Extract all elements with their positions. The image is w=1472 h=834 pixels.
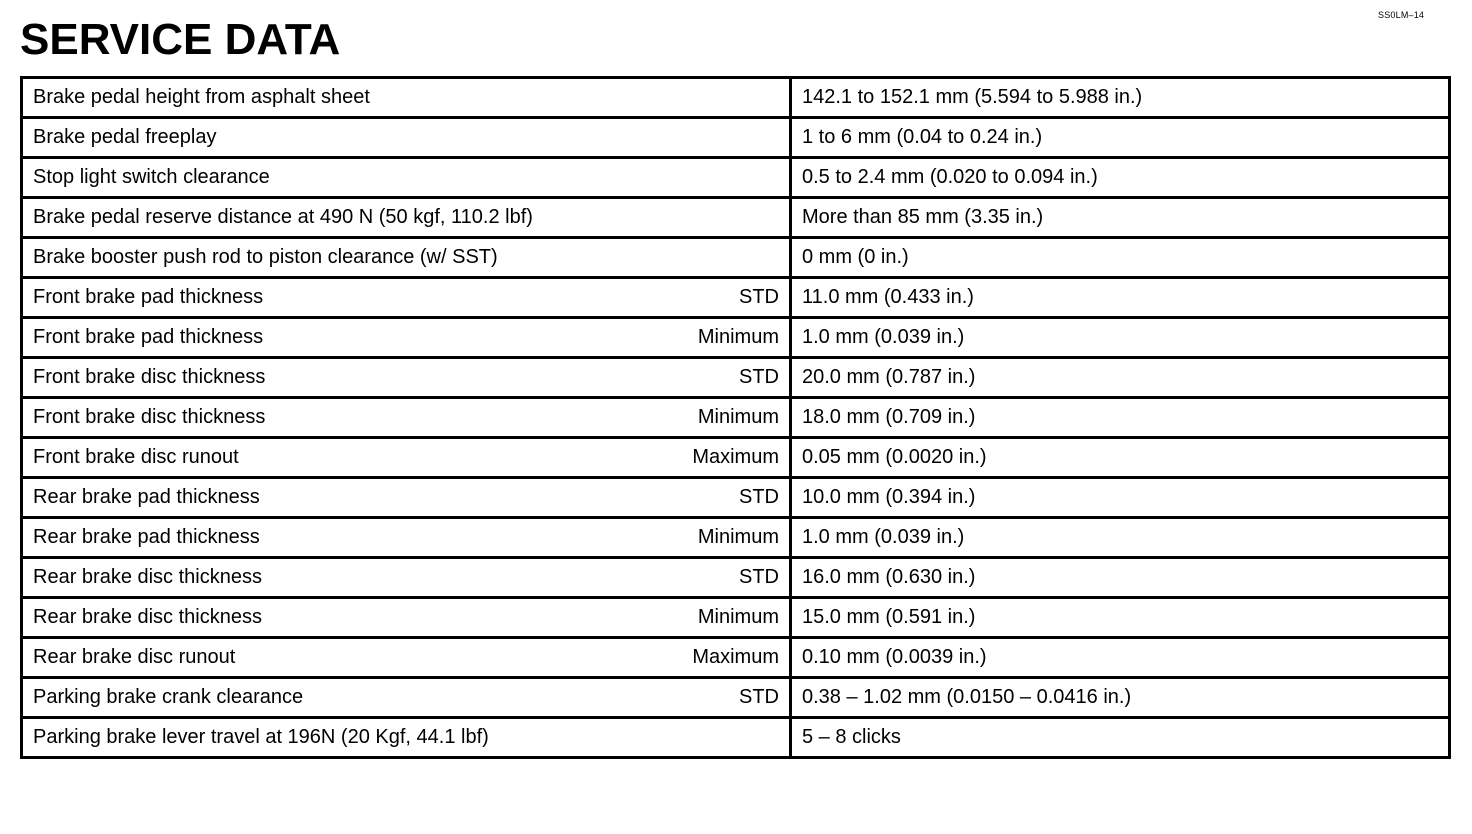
spec-item-content [23, 686, 789, 709]
page-code: SS0LM–14 [1378, 10, 1425, 20]
spec-item-content [23, 246, 789, 269]
table-row [22, 638, 1450, 678]
spec-item-cell [22, 78, 791, 118]
spec-value: More than 85 mm (3.35 in.) [791, 198, 1450, 238]
spec-value: 16.0 mm (0.630 in.) [791, 558, 1450, 598]
spec-item-content [23, 646, 789, 669]
spec-qualifier: Minimum [697, 326, 779, 348]
spec-item-label: Rear brake disc thickness [33, 566, 262, 588]
spec-item-content [23, 606, 789, 629]
table-row [22, 598, 1450, 638]
spec-item-content [23, 166, 789, 189]
spec-qualifier: Maximum [692, 446, 779, 468]
spec-value: 0 mm (0 in.) [791, 238, 1450, 278]
spec-item-label: Rear brake pad thickness [33, 526, 260, 548]
spec-item-cell [22, 318, 791, 358]
spec-item-cell [22, 638, 791, 678]
spec-item-label: Brake pedal reserve distance at 490 N (50 kgf, 110.2 lbf) [33, 206, 533, 228]
spec-item-cell [22, 158, 791, 198]
spec-value: 11.0 mm (0.433 in.) [791, 278, 1450, 318]
spec-value: 5 – 8 clicks [791, 718, 1450, 758]
spec-value: 0.5 to 2.4 mm (0.020 to 0.094 in.) [791, 158, 1450, 198]
spec-value: 142.1 to 152.1 mm (5.594 to 5.988 in.) [802, 86, 1143, 108]
spec-item-content [23, 286, 789, 309]
table-row [22, 278, 1450, 318]
spec-item-label: Rear brake pad thickness [33, 486, 260, 508]
spec-item-content [23, 366, 789, 389]
spec-item-label: Rear brake disc runout [33, 646, 236, 668]
spec-item-cell [22, 358, 791, 398]
table-row [22, 478, 1450, 518]
spec-item-label: Front brake pad thickness [33, 326, 264, 348]
spec-item-label: Front brake disc thickness [33, 406, 266, 428]
spec-value: 1.0 mm (0.039 in.) [791, 518, 1450, 558]
spec-item-label: Brake pedal freeplay [33, 126, 217, 148]
spec-item-content [23, 566, 789, 589]
spec-item-label: Parking brake crank clearance [33, 686, 304, 708]
spec-item-cell [22, 598, 791, 638]
spec-value: 15.0 mm (0.591 in.) [791, 598, 1450, 638]
table-row [22, 398, 1450, 438]
spec-item-cell [22, 518, 791, 558]
spec-item-cell [22, 478, 791, 518]
spec-qualifier: STD [739, 286, 779, 308]
spec-qualifier: STD [739, 566, 779, 588]
spec-item-content [23, 86, 789, 109]
spec-item-label: Front brake pad thickness [33, 286, 264, 308]
spec-value: 1.0 mm (0.039 in.) [791, 318, 1450, 358]
spec-item-content [23, 526, 789, 549]
spec-item-content [23, 486, 789, 509]
spec-item-label: Brake pedal height from asphalt sheet [33, 86, 370, 108]
spec-item-cell [22, 398, 791, 438]
spec-qualifier: Minimum [697, 526, 779, 548]
table-row [22, 78, 1450, 118]
spec-item-cell [22, 558, 791, 598]
spec-item-cell [22, 198, 791, 238]
spec-item-label: Brake booster push rod to piston clearance (w/ SST) [33, 246, 498, 268]
spec-qualifier: Maximum [692, 646, 779, 668]
spec-item-cell [22, 678, 791, 718]
table-row [22, 678, 1450, 718]
service-data-table-body [22, 78, 1450, 758]
spec-item-label: Rear brake disc thickness [33, 606, 262, 628]
spec-item-content [23, 206, 789, 229]
spec-item-label: Stop light switch clearance [33, 166, 270, 188]
table-row [22, 238, 1450, 278]
table-row [22, 438, 1450, 478]
spec-item-content [23, 406, 789, 429]
spec-qualifier: Minimum [697, 406, 779, 428]
spec-item-content [23, 446, 789, 469]
spec-qualifier: STD [739, 486, 779, 508]
spec-item-cell [22, 118, 791, 158]
table-row [22, 518, 1450, 558]
table-row [22, 718, 1450, 758]
table-row [22, 118, 1450, 158]
spec-item-cell [22, 718, 791, 758]
spec-item-content [23, 326, 789, 349]
spec-item-label: Front brake disc runout [33, 446, 239, 468]
table-row [22, 318, 1450, 358]
spec-item-cell [22, 278, 791, 318]
spec-item-label: Front brake disc thickness [33, 366, 266, 388]
table-row [22, 558, 1450, 598]
spec-value: 18.0 mm (0.709 in.) [791, 398, 1450, 438]
spec-value: 0.38 – 1.02 mm (0.0150 – 0.0416 in.) [791, 678, 1450, 718]
spec-qualifier: STD [739, 366, 779, 388]
page-title: SERVICE DATA [20, 15, 341, 64]
spec-item-label: Parking brake lever travel at 196N (20 Kgf, 44.1 lbf) [33, 726, 489, 748]
table-row [22, 198, 1450, 238]
spec-qualifier: Minimum [697, 606, 779, 628]
service-data-table [20, 76, 1451, 759]
spec-value: 0.05 mm (0.0020 in.) [791, 438, 1450, 478]
spec-value: 10.0 mm (0.394 in.) [791, 478, 1450, 518]
spec-item-content [23, 726, 789, 749]
spec-value: 0.10 mm (0.0039 in.) [791, 638, 1450, 678]
table-row [22, 158, 1450, 198]
spec-item-cell [22, 438, 791, 478]
spec-item-cell [22, 238, 791, 278]
table-row [22, 358, 1450, 398]
spec-qualifier: STD [739, 686, 779, 708]
spec-value: 20.0 mm (0.787 in.) [791, 358, 1450, 398]
spec-item-content [23, 126, 789, 149]
spec-value: 1 to 6 mm (0.04 to 0.24 in.) [791, 118, 1450, 158]
